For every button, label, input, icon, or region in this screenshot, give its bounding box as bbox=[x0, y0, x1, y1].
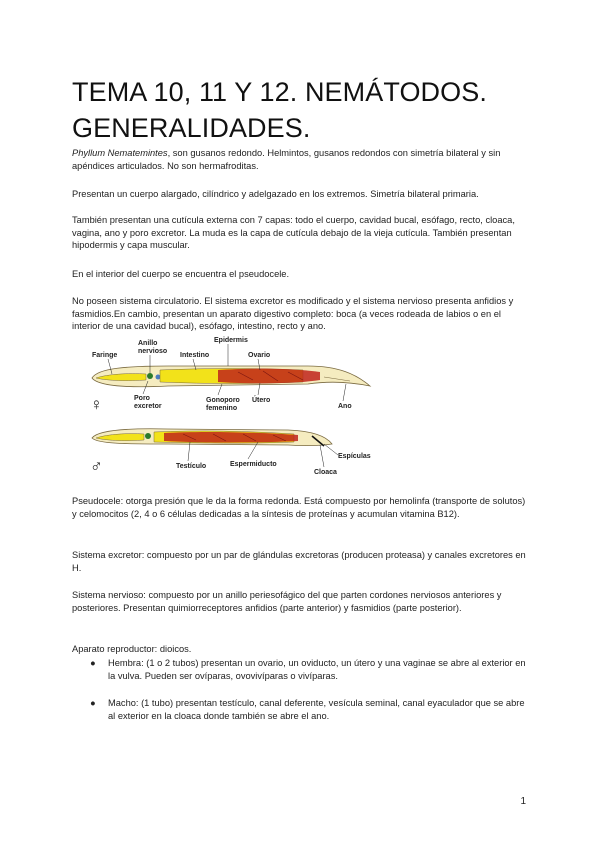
paragraph-cuticle: También presentan una cutícula externa con 7 capas: todo el cuerpo, cavidad bucal, esófago, recto, cloaca, vagina, ano y poro excretor. La muda es la capa de cutícula debajo de la vieja cutícula. También presentan hipodermis y capa muscular. bbox=[72, 215, 515, 251]
label-intestino: Intestino bbox=[180, 352, 210, 359]
page-number: 1 bbox=[520, 796, 526, 807]
male-symbol: ♂ bbox=[90, 457, 103, 476]
bullet: ● bbox=[90, 698, 96, 708]
label-femenino: femenino bbox=[206, 405, 238, 412]
paragraph-pseudocele-detail: Pseudocele: otorga presión que le da la forma redonda. Está compuesto por hemolinfa (transporte de solutos) y celomocitos (2, 4 o 6 células dedicadas a la síntesis de proteínas y acumulan vitamina B12). bbox=[72, 496, 526, 519]
paragraph-nervous: Sistema nervioso: compuesto por un anillo periesofágico del que parten cordones nerviosos anteriores y posteriores. Presentan quimiorreceptores anfidios (parte anterior) y fasmidios (parte posterior). bbox=[72, 590, 502, 613]
female-nematode-drawing bbox=[92, 366, 370, 387]
reproductive-list-2 bbox=[72, 697, 528, 722]
phyllum-name: Phyllum Nematemintes bbox=[72, 148, 168, 158]
paragraph-body-shape: Presentan un cuerpo alargado, cilíndrico y adelgazado en los extremos. Simetría bilateral primaria. bbox=[72, 189, 479, 199]
paragraph-excretory: Sistema excretor: compuesto por un par de glándulas excretoras (producen proteasa) y canales excretores en H. bbox=[72, 550, 526, 573]
paragraph-pseudocele: En el interior del cuerpo se encuentra el pseudocele. bbox=[72, 269, 290, 279]
label-faringe: Faringe bbox=[92, 352, 118, 359]
female-nerve-ring bbox=[147, 373, 153, 379]
paragraph-systems: No poseen sistema circulatorio. El sistema excretor es modificado y el sistema nervioso presenta anfidios y fasmidios.En cambio, presentan un aparato digestivo completo: boca (a veces rodeada de labios o en el interior de una cavidad bucal), esófago, intestino, recto y ano. bbox=[72, 296, 514, 332]
bullet: ● bbox=[90, 658, 96, 668]
reproductive-list bbox=[72, 657, 528, 682]
label-cloaca: Cloaca bbox=[314, 469, 337, 476]
female-ovary-uterus bbox=[218, 369, 320, 384]
paragraph-reproductive: Aparato reproductor: dioicos. bbox=[72, 644, 192, 654]
label-ovario: Ovario bbox=[248, 352, 271, 359]
label-poro: Poro bbox=[134, 395, 150, 402]
label-nervioso: nervioso bbox=[138, 348, 168, 355]
female-symbol: ♀ bbox=[90, 395, 103, 414]
label-testiculo: Testículo bbox=[176, 463, 207, 470]
label-epidermis: Epidermis bbox=[214, 337, 248, 344]
intro-text: , son gusanos redondo. Helmintos, gusanos redondos con simetría bilateral y sin apéndices articulados. No son hermafroditas. bbox=[72, 148, 501, 171]
label-ano: Ano bbox=[338, 403, 352, 410]
list-item-female bbox=[72, 657, 528, 682]
male-nematode-drawing bbox=[92, 429, 332, 446]
list-item-male bbox=[72, 697, 528, 722]
label-espermiducto: Espermiducto bbox=[230, 461, 277, 468]
page-title: TEMA 10, 11 Y 12. NEMÁTODOS. GENERALIDADES. bbox=[72, 77, 487, 143]
label-anillo: Anillo bbox=[138, 340, 158, 347]
label-excretor: excretor bbox=[134, 403, 162, 410]
list-item-text: Macho: (1 tubo) presentan testículo, canal deferente, vesícula seminal, canal eyaculador que se abre al exterior en la cloaca donde también se abre el ano. bbox=[108, 698, 525, 721]
nematode-anatomy-figure bbox=[88, 334, 378, 480]
label-gonoporo: Gonoporo bbox=[206, 397, 240, 404]
label-utero: Útero bbox=[252, 397, 271, 404]
intro-paragraph bbox=[72, 147, 528, 172]
list-item-text: Hembra: (1 o 2 tubos) presentan un ovario, un oviducto, un útero y una vaginae se abre al exterior en la vulva. Pueden ser ovíparas, ovovivíparas o vivíparas. bbox=[108, 658, 526, 681]
male-nerve-ring bbox=[145, 433, 151, 439]
label-espiculas: Espículas bbox=[338, 453, 371, 460]
